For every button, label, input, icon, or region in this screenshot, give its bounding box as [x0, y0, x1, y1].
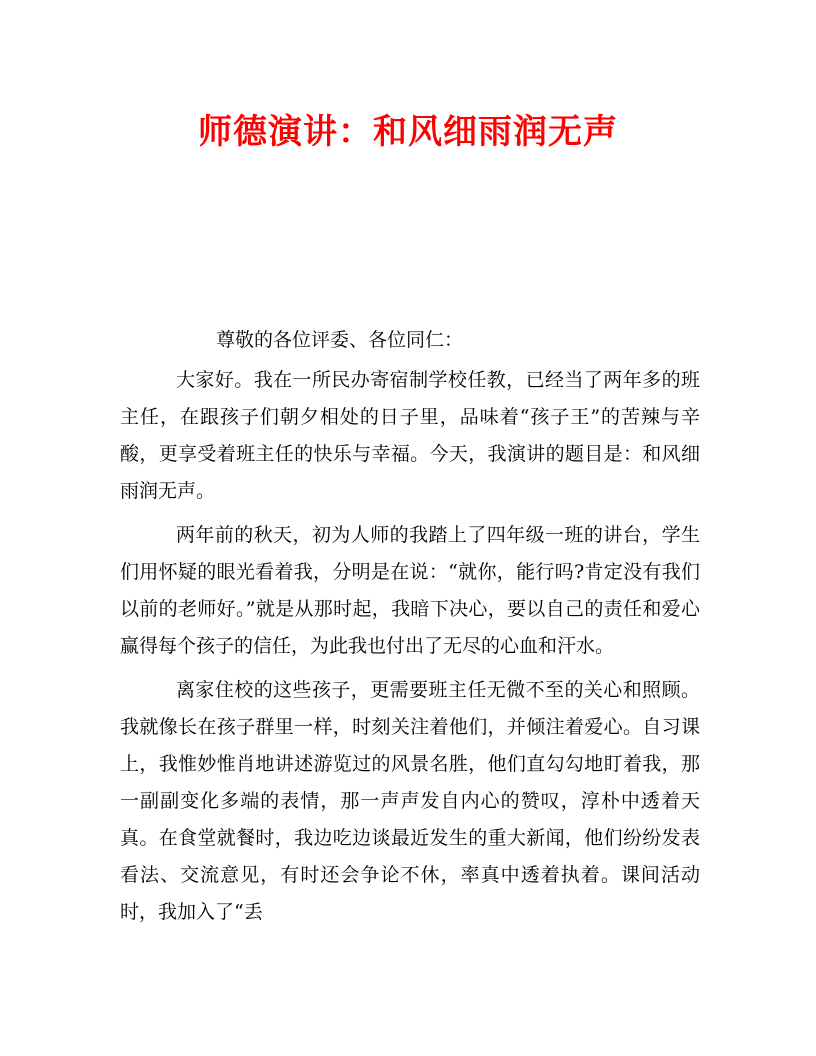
paragraph: 大家好。我在一所民办寄宿制学校任教，已经当了两年多的班主任，在跟孩子们朝夕相处的日子里，品味着“孩子王”的苦辣与辛酸，更享受着班主任的快乐与幸福。今天，我演讲的题目是：和风细雨润无声。: [120, 369, 700, 502]
paragraph: 离家住校的这些孩子，更需要班主任无微不至的关心和照顾。我就像长在孩子群里一样，时刻关注着他们，并倾注着爱心。自习课上，我惟妙惟肖地讲述游览过的风景名胜，他们直勾勾地盯着我，那一副副变化多端的表情，那一声声发自内心的赞叹，淳朴中透着天真。在食堂就餐时，我边吃边谈最近发生的重大新闻，他们纷纷发表看法、交流意见，有时还会争论不休，率真中透着执着。课间活动时，我加入了“丢: [120, 679, 700, 923]
paragraph: 两年前的秋天，初为人师的我踏上了四年级一班的讲台，学生们用怀疑的眼光看着我，分明是在说：“就你，能行吗?肯定没有我们以前的老师好。”就是从那时起，我暗下决心，要以自己的责任和爱心赢得每个孩子的信任，为此我也付出了无尽的心血和汗水。: [120, 524, 700, 657]
speech-body: [120, 318, 700, 938]
document-title: 师德演讲：和风细雨润无声: [198, 112, 618, 152]
salutation: 尊敬的各位评委、各位同仁：: [216, 329, 464, 351]
